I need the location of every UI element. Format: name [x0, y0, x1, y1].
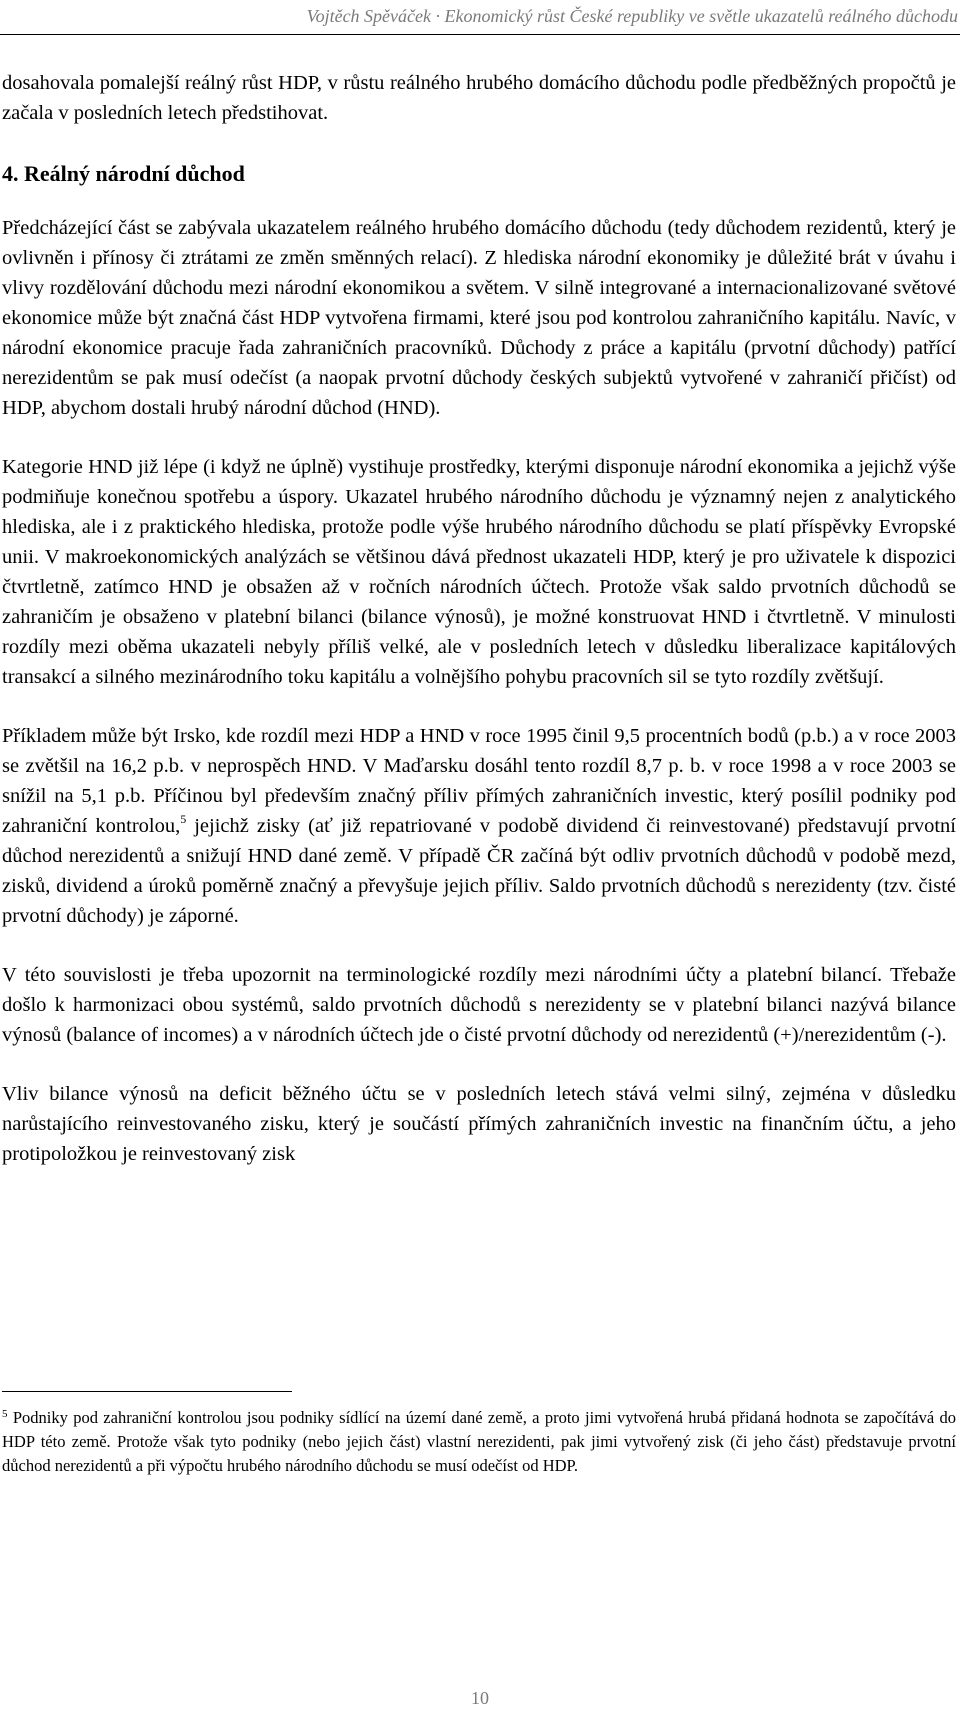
running-header [0, 6, 960, 26]
paragraph-3-part-a: Příkladem může být Irsko, kde rozdíl mezi HDP a HND v roce 1995 činil 9,5 procentních bodů (p.b.) a v roce 2003 se zvětšil na 16,2 p.b. v neprospěch HND. V Maďarsku dosáhl tento rozdíl 8,7 p. b. v roce 1998 a v roce 2003 se snížil na 5,1 p.b. Příčinou byl především značný příliv přímých zahraničních investic, který posílil podniky pod zahraniční kontrolou, [2, 725, 956, 837]
footnote-separator [2, 1391, 292, 1392]
paragraph-4: V této souvislosti je třeba upozornit na terminologické rozdíly mezi národními účty a platební bilancí. Třebaže došlo k harmonizaci obou systémů, saldo prvotních důchodů s nerezidenty se v platební bilanci nazývá bilance výnosů (balance of incomes) a v národních účtech jde o čisté prvotní důchody od nerezidentů (+)/nerezidentům (-). [2, 964, 956, 1046]
section-heading: 4. Reálný národní důchod [2, 161, 245, 186]
header-rule [0, 34, 960, 35]
paragraph-5: Vliv bilance výnosů na deficit běžného účtu se v posledních letech stává velmi silný, zejména v důsledku narůstajícího reinvestovaného zisku, který je součástí přímých zahraničních investic na finančním účtu, a jeho protipoložkou je reinvestovaný zisk [2, 1083, 956, 1165]
paragraph-1: Předcházející část se zabývala ukazatelem reálného hrubého domácího důchodu (tedy důchodem rezidentů, který je ovlivněn i přínosy či ztrátami ze změn směnných relací). Z hlediska národní ekonomiky je důležité brát v úvahu i vlivy rozdělování důchodu mezi národní ekonomikou a světem. V silně integrované a internacionalizované světové ekonomice může být značná část HDP vytvořena firmami, které jsou pod kontrolou zahraničního kapitálu. Navíc, v národní ekonomice pracuje řada zahraničních pracovníků. Důchody z práce a kapitálu (prvotní důchody) patřící nerezidentům se pak musí odečíst (a naopak prvotní důchody českých subjektů vytvořené v zahraničí přičíst) od HDP, abychom dostali hrubý národní důchod (HND). [2, 217, 956, 419]
paragraph-3 [2, 721, 956, 931]
footnote [2, 1406, 956, 1478]
running-title: Vojtěch Spěváček · Ekonomický růst České republiky ve světle ukazatelů reálného důchodu [306, 6, 958, 26]
paragraph-2: Kategorie HND již lépe (i když ne úplně) vystihuje prostředky, kterými disponuje národní ekonomika a jejichž výše podmiňuje konečnou spotřebu a úspory. Ukazatel hrubého národního důchodu je významný nejen z analytického hlediska, ale i z praktického hlediska, protože podle výše hrubého národního důchodu se platí příspěvky Evropské unii. V makroekonomických analýzách se většinou dává přednost ukazateli HDP, který je pro uživatele k dispozici čtvrtletně, zatímco HND je obsažen až v ročních národních účtech. Protože však saldo prvotních důchodů se zahraničím je obsaženo v platební bilanci (bilance výnosů), je možné konstruovat HND i čtvrtletně. V minulosti rozdíly mezi oběma ukazateli nebyly příliš velké, ale v posledních letech v důsledku liberalizace kapitálových transakcí a silného mezinárodního toku kapitálu a volnějšího pohybu pracovních sil se tyto rozdíly zvětšují. [2, 456, 956, 688]
page-body [2, 68, 956, 1169]
footnote-number: 5 [2, 1408, 8, 1420]
footnote-reference[interactable]: 5 [180, 812, 187, 826]
paragraph-continued: dosahovala pomalejší reálný růst HDP, v růstu reálného hrubého domácího důchodu podle předběžných propočtů je začala v posledních letech předstihovat. [2, 72, 956, 124]
paragraph-3-part-b: jejichž zisky (ať již repatriované v podobě dividend či reinvestované) představují prvotní důchod nerezidentů a snižují HND dané země. V případě ČR začíná být odliv prvotních důchodů v podobě mezd, zisků, dividend a úroků poměrně značný a převyšuje jejich příliv. Saldo prvotních důchodů s nerezidenty (tzv. čisté prvotní důchody) je záporné. [2, 815, 956, 927]
page-number: 10 [471, 1688, 489, 1708]
footnote-text: Podniky pod zahraniční kontrolou jsou podniky sídlící na území dané země, a proto jimi vytvořená hrubá přidaná hodnota se započítává do HDP této země. Protože však tyto podniky (nebo jejich část) vlastní nerezidenti, pak jimi vytvořený zisk (či jeho část) představuje prvotní důchod nerezidentů a při výpočtu hrubého národního důchodu se musí odečíst od HDP. [2, 1408, 956, 1475]
